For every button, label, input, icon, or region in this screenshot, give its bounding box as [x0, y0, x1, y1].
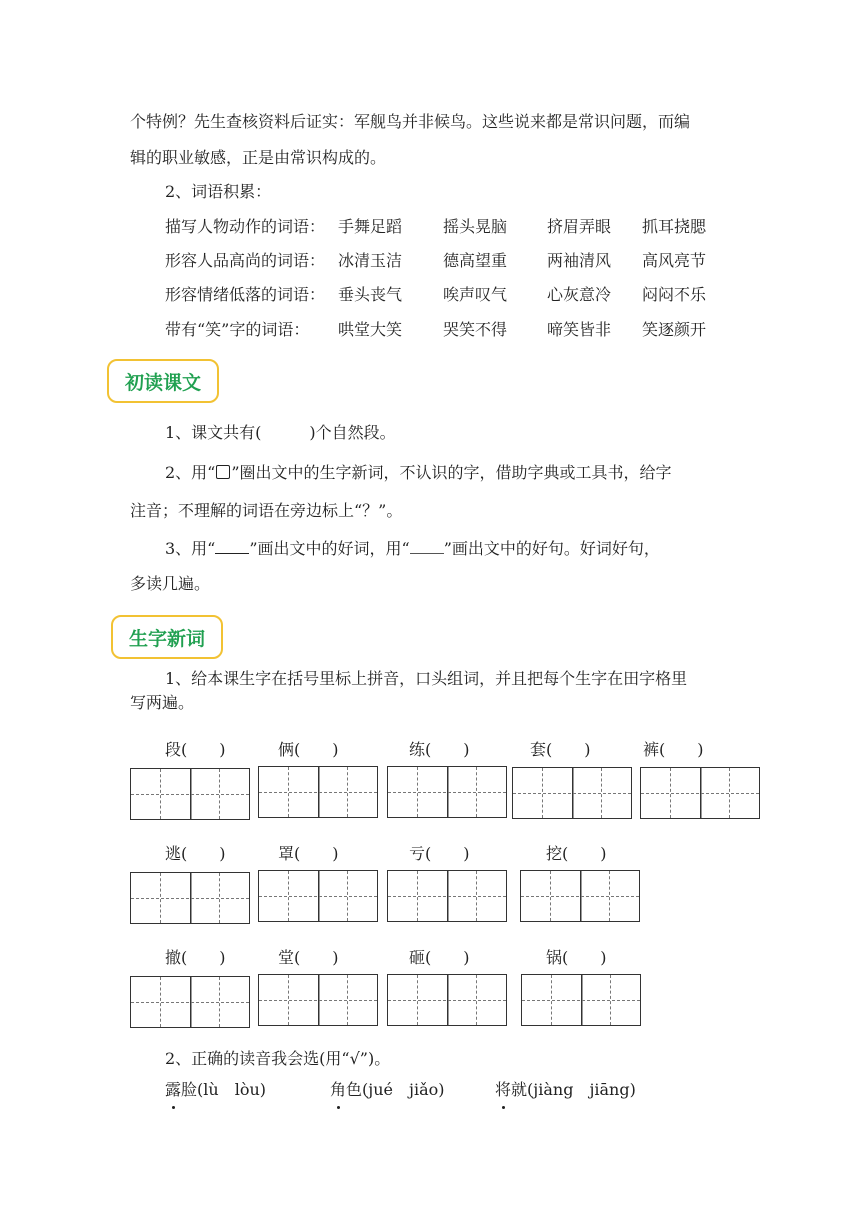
pron-target-char: 将: [495, 1076, 511, 1104]
tianzige-grid[interactable]: [387, 766, 507, 818]
vocab-word: 闷闷不乐: [642, 285, 707, 304]
item-underline-words-cont: 多读几遍。: [130, 574, 211, 593]
tianzige-grid[interactable]: [520, 870, 640, 922]
intro-line-2: 辑的职业敏感，正是由常识构成的。: [130, 148, 387, 167]
vocab-word: 啼笑皆非: [547, 320, 612, 339]
char-label: 砸( ): [409, 948, 470, 967]
tianzige-grid[interactable]: [258, 974, 378, 1026]
tianzige-grid[interactable]: [387, 870, 507, 922]
section-title: 初读课文: [124, 371, 201, 394]
vocab-word: 笑逐颜开: [642, 320, 707, 339]
char-label: 段( ): [165, 740, 226, 759]
char-label: 裤( ): [643, 740, 704, 759]
pron-target-char: 露: [165, 1076, 181, 1104]
vocab-word: 心灰意冷: [547, 285, 612, 304]
vocab-row-label: 形容人品高尚的词语：: [165, 251, 326, 270]
char-label: 亏( ): [409, 844, 470, 863]
tianzige-grid[interactable]: [258, 766, 378, 818]
pron-options[interactable]: (jué jiǎo): [362, 1080, 445, 1099]
char-label: 锅( ): [546, 948, 607, 967]
box-symbol-icon: [216, 465, 230, 479]
intro-line-1: 个特例？先生查核资料后证实：军舰鸟并非候鸟。这些说来都是常识问题，而编: [130, 112, 691, 131]
pron-char: 脸: [181, 1080, 198, 1099]
char-label: 逃( ): [165, 844, 226, 863]
item-text: 2、用“: [165, 463, 216, 482]
pron-item: [495, 1076, 636, 1104]
char-label: 挖( ): [546, 844, 607, 863]
vocab-word: 德高望重: [443, 251, 508, 270]
item-text: ”画出文中的好词，用“: [249, 539, 410, 558]
pron-char: 色: [346, 1080, 363, 1099]
item-text: ”画出文中的好句。好词好句，: [443, 539, 660, 558]
tianzige-grid[interactable]: [640, 767, 760, 819]
tianzige-grid[interactable]: [258, 870, 378, 922]
vocab-word: 高风亮节: [642, 251, 707, 270]
vocab-word: 垂头丧气: [338, 285, 403, 304]
item-text: ”圈出文中的生字新词，不认识的字，借助字典或工具书，给字: [231, 463, 672, 482]
pron-options[interactable]: (jiàng jiāng): [527, 1080, 636, 1099]
tianzige-grid[interactable]: [130, 768, 250, 820]
item-circle-words: [165, 459, 672, 487]
vocab-word: 哭笑不得: [443, 320, 508, 339]
tianzige-grid[interactable]: [521, 974, 641, 1026]
char-label: 堂( ): [278, 948, 339, 967]
char-label: 罩( ): [278, 844, 339, 863]
section-badge-new-words: [111, 615, 223, 659]
tianzige-grid[interactable]: [512, 767, 632, 819]
pron-item: [165, 1076, 266, 1104]
vocab-word: 两袖清风: [547, 251, 612, 270]
vocab-word: 冰清玉洁: [338, 251, 403, 270]
tianzige-grid[interactable]: [387, 974, 507, 1026]
vocab-word: 抓耳挠腮: [642, 217, 707, 236]
item-underline-words: [165, 535, 660, 563]
pronunciation-heading: 2、正确的读音我会选(用“√”)。: [165, 1049, 391, 1068]
pron-options[interactable]: (lù lòu): [197, 1080, 266, 1099]
char-label: 撤( ): [165, 948, 226, 967]
tianzige-grid[interactable]: [130, 976, 250, 1028]
tianzige-grid[interactable]: [130, 872, 250, 924]
section-title: 生字新词: [128, 627, 205, 650]
solid-underline-icon: [215, 541, 249, 554]
vocab-word: 摇头晃脑: [443, 217, 508, 236]
item-text: 3、用“: [165, 539, 216, 558]
vocab-word: 哄堂大笑: [338, 320, 403, 339]
vocab-row-label: 带有“笑”字的词语：: [165, 320, 310, 339]
vocab-word: 手舞足蹈: [338, 217, 403, 236]
char-label: 练( ): [409, 740, 470, 759]
vocab-row-label: 描写人物动作的词语：: [165, 217, 326, 236]
vocab-heading: 2、词语积累：: [165, 182, 272, 201]
new-words-instruction: 1、给本课生字在括号里标上拼音，口头组词，并且把每个生字在田字格里: [165, 669, 688, 688]
thin-underline-icon: [410, 541, 444, 554]
pron-char: 就: [511, 1080, 528, 1099]
vocab-word: 唉声叹气: [443, 285, 508, 304]
char-label: 套( ): [530, 740, 591, 759]
vocab-word: 挤眉弄眼: [547, 217, 612, 236]
section-badge-first-reading: [107, 359, 219, 403]
pron-item: [330, 1076, 445, 1104]
item-circle-words-cont: 注音；不理解的词语在旁边标上“？”。: [130, 501, 403, 520]
new-words-instruction-cont: 写两遍。: [130, 693, 195, 712]
item-paragraph-count: 1、课文共有( )个自然段。: [165, 423, 396, 442]
pron-target-char: 角: [330, 1076, 346, 1104]
vocab-row-label: 形容情绪低落的词语：: [165, 285, 326, 304]
char-label: 俩( ): [278, 740, 339, 759]
